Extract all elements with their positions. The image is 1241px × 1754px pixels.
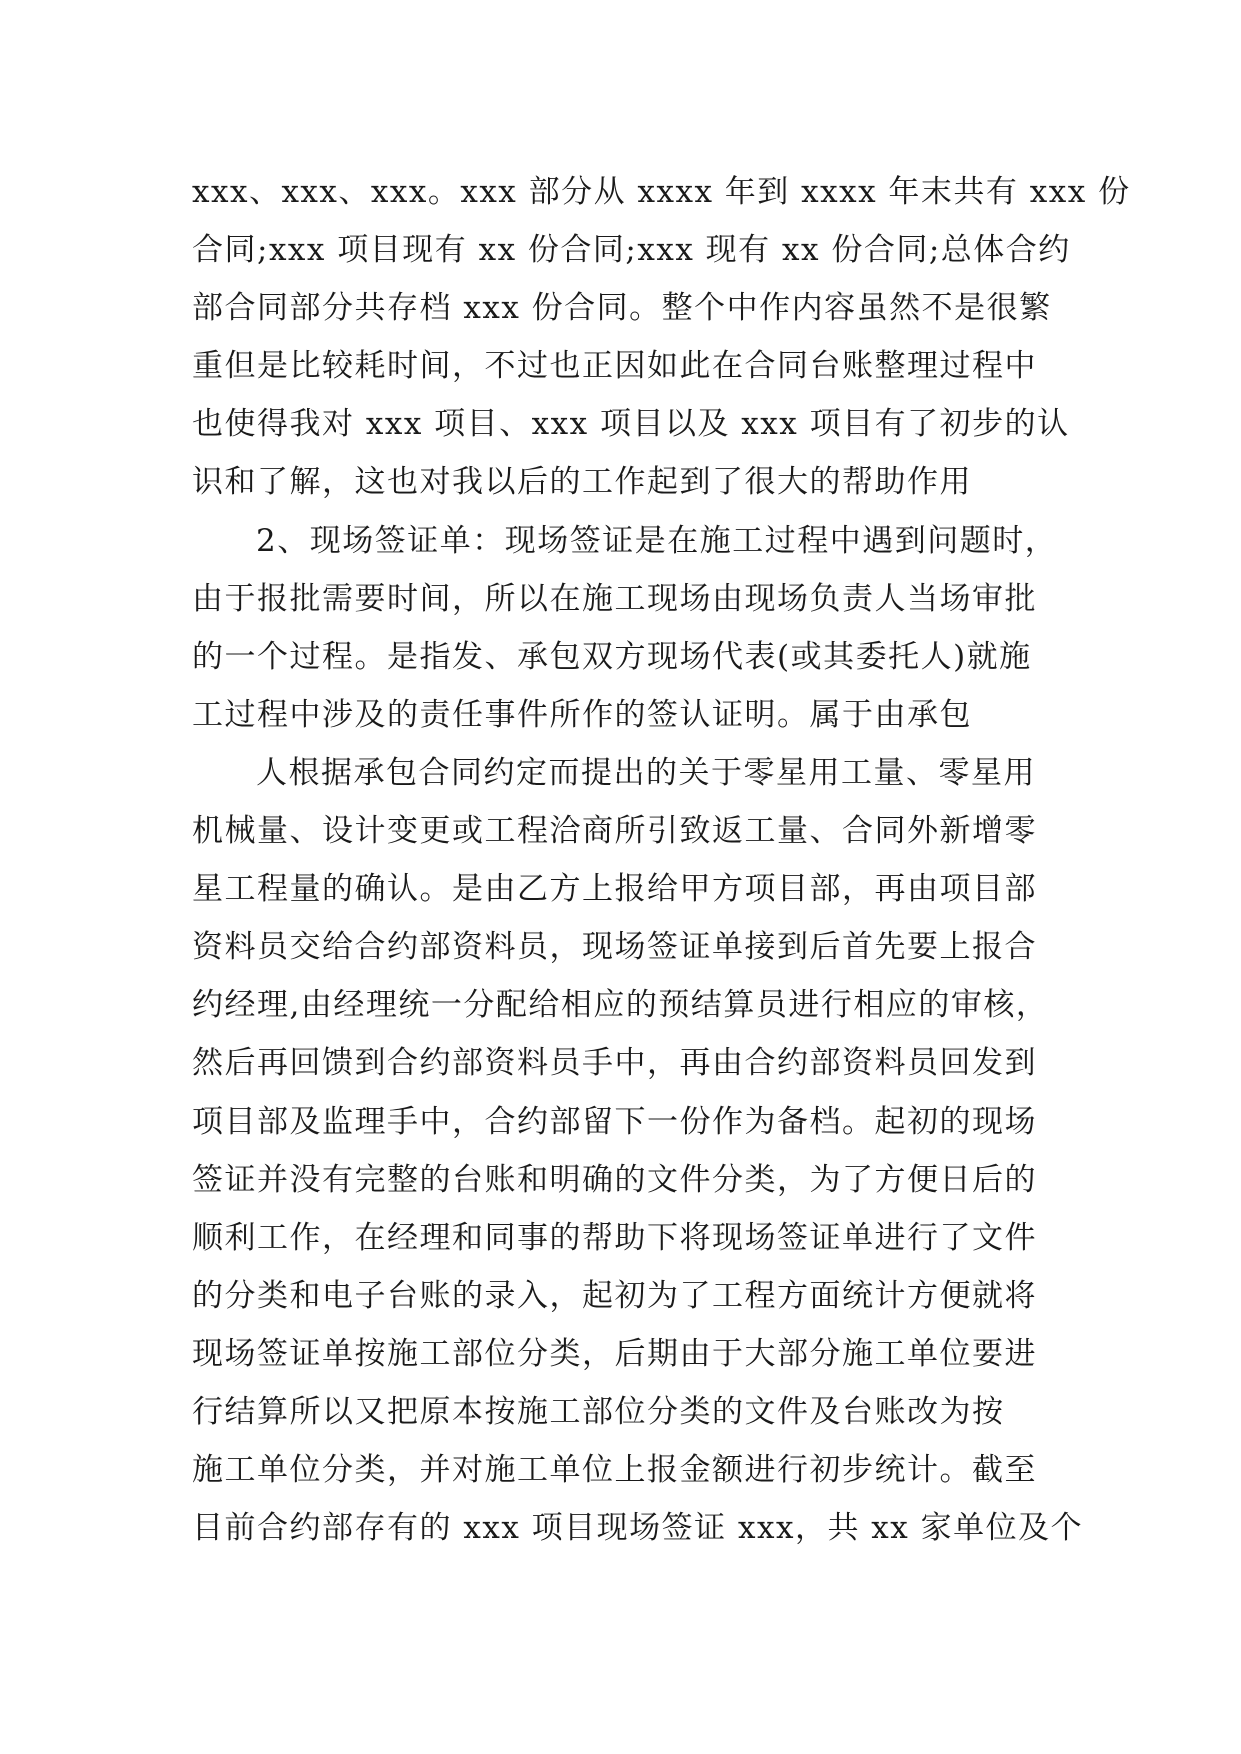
text-line: 重但是比较耗时间，不过也正因如此在合同台账整理过程中	[192, 348, 1037, 385]
text-line: xxx、xxx、xxx。xxx 部分从 xxxx 年到 xxxx 年末共有 xxx 份	[192, 174, 1131, 210]
text-line: 的分类和电子台账的录入，起初为了工程方面统计方便就将	[192, 1277, 1037, 1314]
text-line: 约经理,由经理统一分配给相应的预结算员进行相应的审核，	[192, 987, 1049, 1024]
text-line: 也使得我对 xxx 项目、xxx 项目以及 xxx 项目有了初步的认	[192, 406, 1070, 443]
text-line: 机械量、设计变更或工程洽商所引致返工量、合同外新增零	[192, 813, 1037, 850]
paragraph-start-line: 2、现场签证单：现场签证是在施工过程中遇到问题时，	[256, 522, 1058, 559]
text-line: 部合同部分共存档 xxx 份合同。整个中作内容虽然不是很繁	[192, 290, 1052, 327]
text-line: 资料员交给合约部资料员，现场签证单接到后首先要上报合	[192, 929, 1037, 966]
text-line: 现场签证单按施工部位分类，后期由于大部分施工单位要进	[192, 1335, 1037, 1372]
text-line: 识和了解，这也对我以后的工作起到了很大的帮助作用	[192, 464, 972, 501]
text-line: 然后再回馈到合约部资料员手中，再由合约部资料员回发到	[192, 1045, 1037, 1082]
text-line: 项目部及监理手中，合约部留下一份作为备档。起初的现场	[192, 1103, 1037, 1140]
text-line: 由于报批需要时间，所以在施工现场由现场负责人当场审批	[192, 580, 1037, 617]
text-line: 签证并没有完整的台账和明确的文件分类，为了方便日后的	[192, 1161, 1037, 1198]
text-line: 行结算所以又把原本按施工部位分类的文件及台账改为按	[192, 1393, 1005, 1430]
text-line: 的一个过程。是指发、承包双方现场代表(或其委托人)就施	[192, 638, 1032, 675]
text-line: 顺利工作，在经理和同事的帮助下将现场签证单进行了文件	[192, 1219, 1037, 1256]
paragraph-start-line: 人根据承包合同约定而提出的关于零星用工量、零星用	[256, 754, 1036, 791]
text-line: 工过程中涉及的责任事件所作的签认证明。属于由承包	[192, 696, 972, 733]
text-line: 星工程量的确认。是由乙方上报给甲方项目部，再由项目部	[192, 871, 1037, 908]
document-body	[192, 163, 1131, 1557]
text-line: 目前合约部存有的 xxx 项目现场签证 xxx，共 xx 家单位及个	[192, 1510, 1084, 1547]
text-line: 施工单位分类，并对施工单位上报金额进行初步统计。截至	[192, 1452, 1037, 1489]
text-line: 合同;xxx 项目现有 xx 份合同;xxx 现有 xx 份合同;总体合约	[192, 232, 1071, 269]
